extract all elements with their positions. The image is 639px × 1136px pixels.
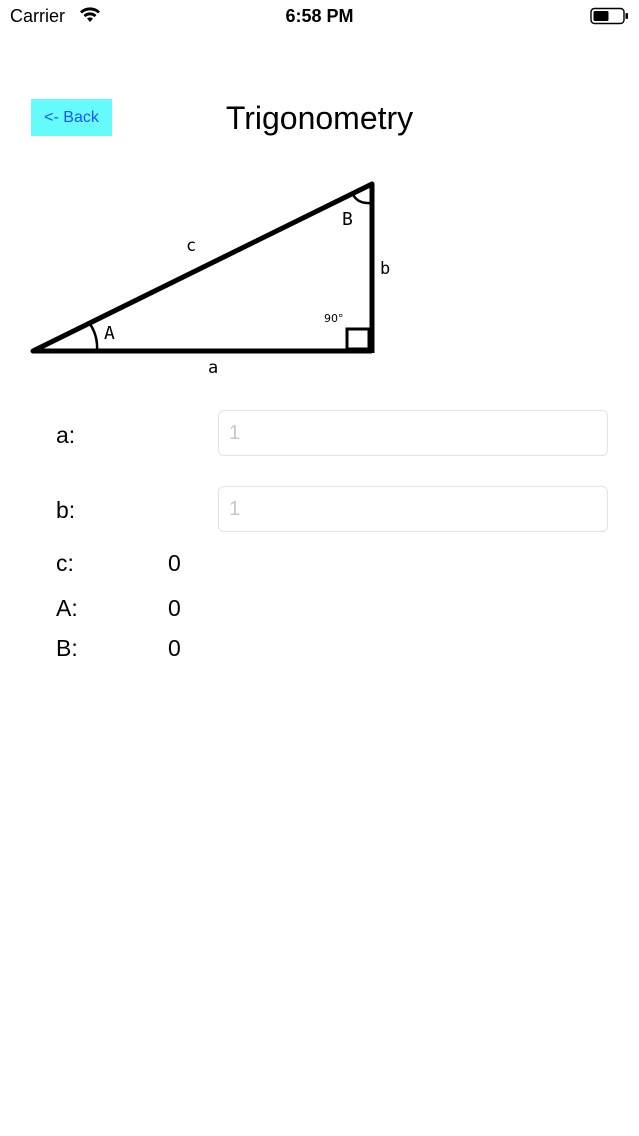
side-a-label: a: bbox=[56, 422, 76, 448]
angle-A-arc bbox=[90, 324, 97, 351]
hypotenuse-line bbox=[33, 184, 372, 351]
angle-A-label: A: bbox=[56, 595, 78, 621]
side-b-input[interactable] bbox=[218, 486, 608, 532]
angle-B-value: 0 bbox=[168, 635, 181, 661]
label-angle-A: A bbox=[104, 323, 115, 344]
label-a: a bbox=[208, 358, 219, 378]
label-angle-B: B bbox=[342, 209, 353, 230]
back-button[interactable]: <- Back bbox=[31, 99, 112, 136]
page-title: Trigonometry bbox=[225, 100, 414, 136]
triangle-diagram bbox=[0, 160, 420, 390]
status-bar bbox=[0, 0, 639, 34]
side-b-label: b: bbox=[56, 497, 76, 523]
label-c: c bbox=[186, 236, 197, 256]
side-a-input[interactable] bbox=[218, 410, 608, 456]
battery-icon bbox=[590, 7, 630, 25]
angle-B-label: B: bbox=[56, 635, 78, 661]
angle-A-value: 0 bbox=[168, 595, 181, 621]
label-right-angle: 90° bbox=[324, 312, 344, 325]
carrier-label: Carrier bbox=[10, 6, 66, 26]
status-time: 6:58 PM bbox=[285, 6, 354, 26]
label-b: b bbox=[380, 259, 391, 279]
side-c-value: 0 bbox=[168, 550, 181, 576]
side-c-label: c: bbox=[56, 550, 74, 576]
right-angle-marker bbox=[347, 329, 369, 349]
